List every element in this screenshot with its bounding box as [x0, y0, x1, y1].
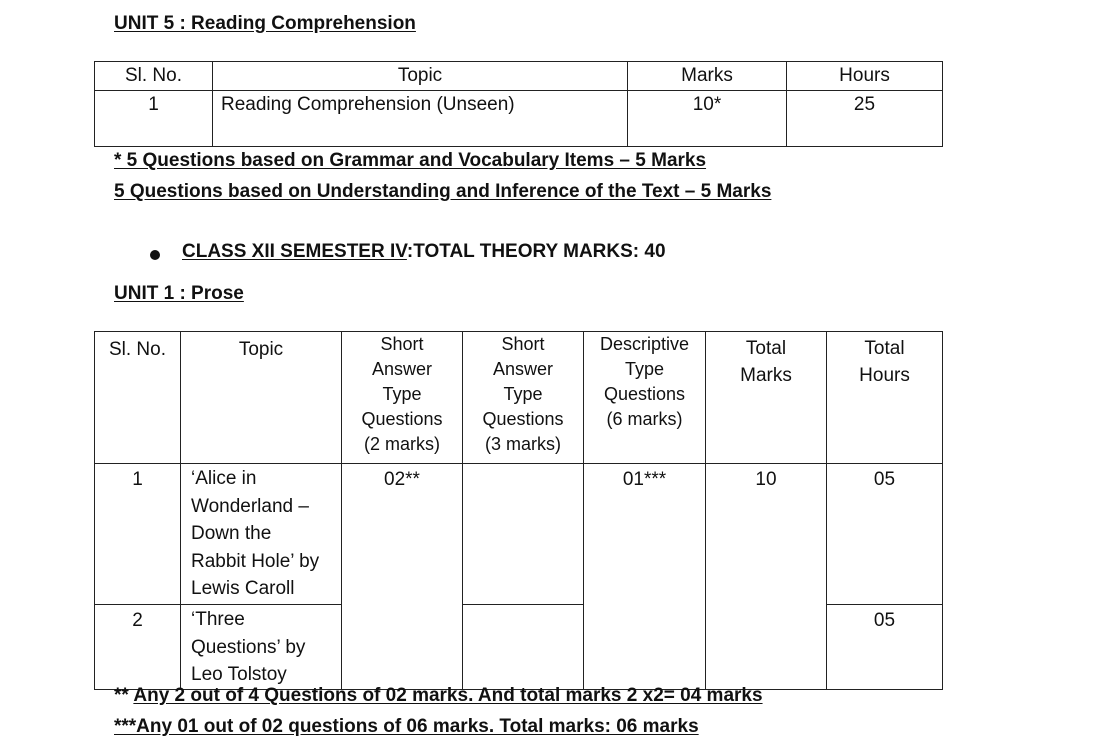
col-sl-no: Sl. No.: [95, 62, 213, 91]
cell-short-answer-2: 02**: [342, 464, 463, 690]
col-total-hours: [827, 332, 943, 464]
col-short-answer-2: [342, 332, 463, 464]
cell-sl-no: 1: [95, 91, 213, 147]
cell-topic: Reading Comprehension (Unseen): [213, 91, 628, 147]
header-line: Total: [745, 338, 787, 359]
bullet-icon: [150, 250, 160, 260]
col-hours: Hours: [787, 62, 943, 91]
semester-heading: [182, 241, 666, 263]
header-line: Hours: [859, 365, 910, 386]
cell-descriptive: 01***: [584, 464, 706, 690]
header-line: Type: [382, 384, 422, 404]
topic-line: ‘Three: [191, 609, 245, 630]
topic-line: Questions’ by: [191, 636, 306, 658]
cell-total-marks: 10: [706, 464, 827, 690]
cell-short-answer-3: [463, 605, 584, 690]
unit1-heading: UNIT 1 : Prose: [114, 283, 244, 304]
topic-line: ‘Alice in: [191, 468, 257, 489]
cell-short-answer-3: [463, 464, 584, 605]
unit1-note-1: [114, 685, 763, 707]
header-line: Marks: [740, 365, 792, 386]
topic-line: Lewis Caroll: [191, 578, 295, 599]
topic-line: Rabbit Hole’ by: [191, 550, 320, 572]
unit5-heading: UNIT 5 : Reading Comprehension: [114, 13, 416, 34]
table-header-row: [95, 332, 943, 464]
header-line: Answer: [492, 359, 554, 379]
table-header-row: [95, 62, 943, 91]
col-topic: Topic: [181, 332, 342, 464]
unit5-table: [94, 61, 943, 147]
topic-line: Wonderland –: [191, 495, 309, 517]
note-prefix: **: [114, 685, 134, 706]
cell-marks: 10*: [628, 91, 787, 147]
header-line: Type: [503, 384, 543, 404]
header-line: (3 marks): [485, 434, 561, 454]
col-total-marks: [706, 332, 827, 464]
header-line: Short: [380, 334, 424, 354]
header-line: Questions: [482, 409, 564, 429]
header-line: Descriptive: [599, 334, 690, 354]
table-row: [95, 464, 943, 605]
unit1-table: [94, 331, 943, 690]
cell-sl-no: 1: [95, 464, 181, 605]
header-line: Short: [501, 334, 545, 354]
cell-total-hours: 05: [827, 605, 943, 690]
header-line: Answer: [371, 359, 433, 379]
header-line: Type: [624, 359, 665, 379]
col-descriptive: [584, 332, 706, 464]
unit1-note-2: ***Any 01 out of 02 questions of 06 marks. Total marks: 06 marks: [114, 716, 699, 737]
table-row: [95, 91, 943, 147]
cell-topic: [181, 605, 342, 690]
header-line: Questions: [361, 409, 443, 429]
header-line: Questions: [603, 384, 686, 404]
semester-label: CLASS XII SEMESTER IV: [182, 241, 407, 262]
topic-line: Leo Tolstoy: [191, 664, 287, 685]
header-line: Total: [864, 338, 905, 359]
note-text: Any 2 out of 4 Questions of 02 marks. And total marks 2 x2= 04 marks: [133, 685, 763, 706]
cell-sl-no: 2: [95, 605, 181, 690]
topic-line: Down the: [191, 523, 272, 544]
header-line: (6 marks): [606, 409, 683, 429]
cell-topic: [181, 464, 342, 605]
col-topic: Topic: [213, 62, 628, 91]
semester-total-marks: :TOTAL THEORY MARKS: 40: [406, 241, 666, 262]
header-line: (2 marks): [364, 434, 440, 454]
cell-hours: 25: [787, 91, 943, 147]
col-short-answer-3: [463, 332, 584, 464]
unit5-note-1: * 5 Questions based on Grammar and Vocabulary Items – 5 Marks: [114, 150, 707, 171]
unit5-note-2: 5 Questions based on Understanding and Inference of the Text – 5 Marks: [114, 181, 772, 202]
col-marks: Marks: [628, 62, 787, 91]
col-sl-no: Sl. No.: [95, 332, 181, 464]
cell-total-hours: 05: [827, 464, 943, 605]
